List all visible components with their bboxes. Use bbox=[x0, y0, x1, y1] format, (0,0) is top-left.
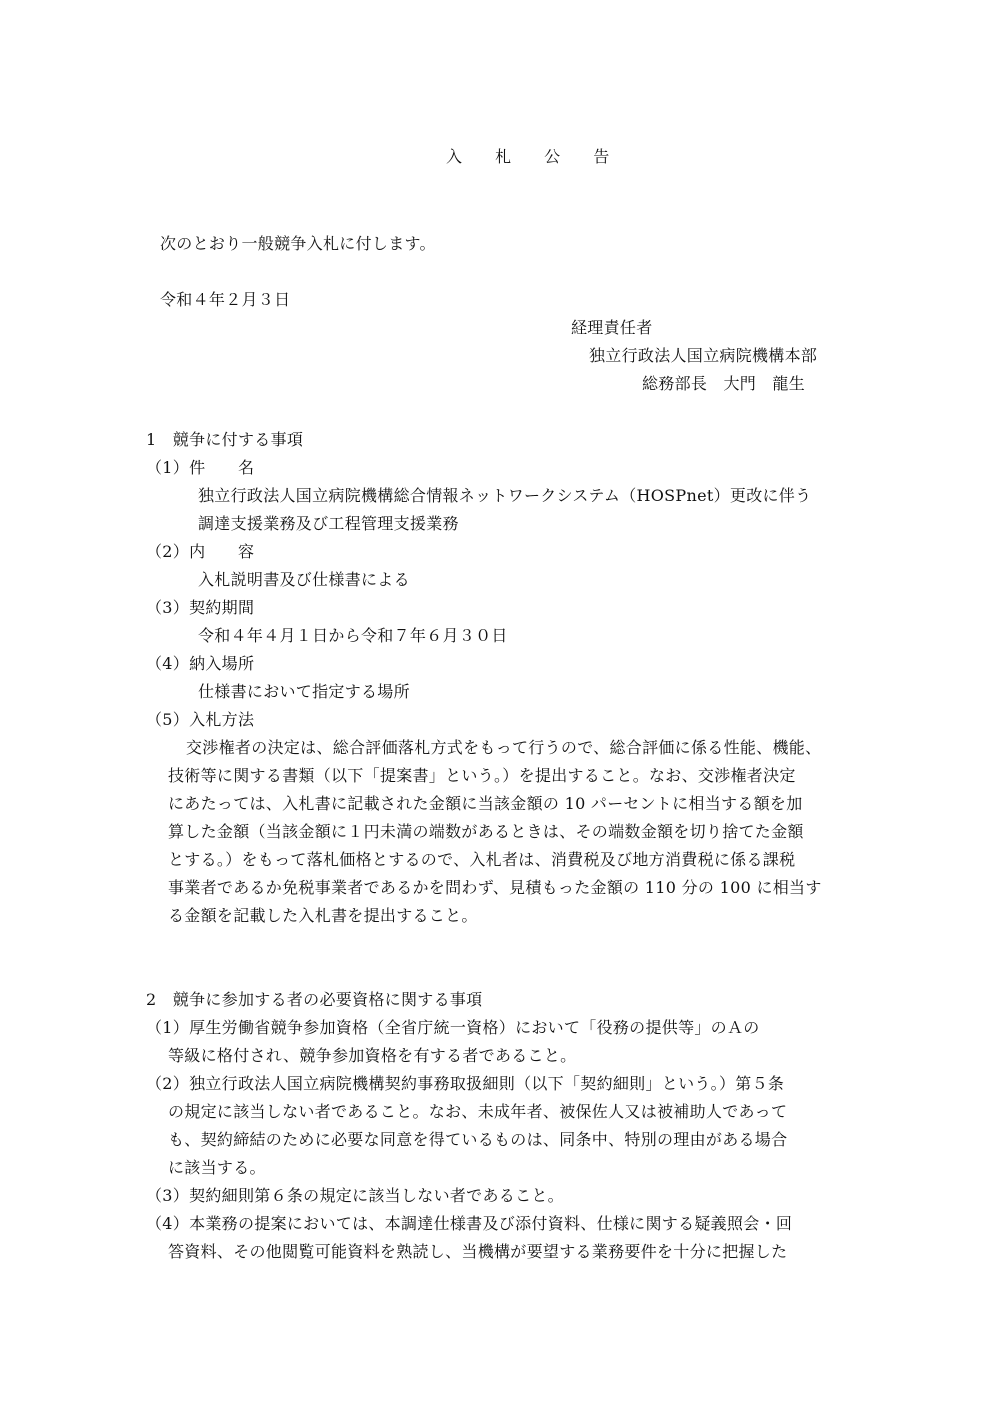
item-2-label: （2）内 容 bbox=[146, 542, 255, 561]
item-2-text: 入札説明書及び仕様書による bbox=[198, 570, 410, 589]
section-2-text: 答資料、その他閲覧可能資料を熟読し、当機構が要望する業務要件を十分に把握した bbox=[168, 1242, 788, 1261]
section-2-text: に該当する。 bbox=[168, 1158, 266, 1177]
page-title: 入 札 公 告 bbox=[446, 147, 624, 166]
section-2-text: の規定に該当しない者であること。なお、未成年者、被保佐人又は被補助人であって bbox=[168, 1102, 788, 1121]
item-1-text: 独立行政法人国立病院機構総合情報ネットワークシステム（HOSPnet）更改に伴う bbox=[198, 486, 812, 505]
item-5-text: 算した金額（当該金額に１円未満の端数があるときは、その端数金額を切り捨てた金額 bbox=[168, 822, 804, 841]
intro-text: 次のとおり一般競争入札に付します。 bbox=[160, 234, 436, 253]
item-3-text: 令和４年４月１日から令和７年６月３０日 bbox=[198, 626, 508, 645]
issuer-role: 経理責任者 bbox=[571, 318, 653, 337]
item-1-label: （1）件 名 bbox=[146, 458, 255, 477]
item-3-label: （3）契約期間 bbox=[146, 598, 255, 617]
item-1-text: 調達支援業務及び工程管理支援業務 bbox=[198, 514, 459, 533]
issuer-org: 独立行政法人国立病院機構本部 bbox=[589, 346, 818, 365]
section-2-text: 等級に格付され、競争参加資格を有する者であること。 bbox=[168, 1046, 577, 1065]
item-5-text: 交渉権者の決定は、総合評価落札方式をもって行うので、総合評価に係る性能、機能、 bbox=[186, 738, 822, 757]
item-4-label: （4）納入場所 bbox=[146, 654, 255, 673]
item-4-text: 仕様書において指定する場所 bbox=[198, 682, 410, 701]
item-5-text: 技術等に関する書類（以下「提案書」という。）を提出すること。なお、交渉権者決定 bbox=[168, 766, 796, 785]
item-5-text: る金額を記載した入札書を提出すること。 bbox=[168, 906, 478, 925]
section-2-text: （3）契約細則第６条の規定に該当しない者であること。 bbox=[146, 1186, 564, 1205]
item-5-text: 事業者であるか免税事業者であるかを問わず、見積もった金額の 110 分の 100 に相当す bbox=[168, 878, 822, 897]
section-2-text: （1）厚生労働省競争参加資格（全省庁統一資格）において「役務の提供等」のＡの bbox=[146, 1018, 760, 1037]
item-5-label: （5）入札方法 bbox=[146, 710, 255, 729]
item-5-text: にあたっては、入札書に記載された金額に当該金額の 10 パーセントに相当する額を加 bbox=[168, 794, 803, 813]
section-2-text: も、契約締結のために必要な同意を得ているものは、同条中、特別の理由がある場合 bbox=[168, 1130, 788, 1149]
section-2-text: （4）本業務の提案においては、本調達仕様書及び添付資料、仕様に関する疑義照会・回 bbox=[146, 1214, 793, 1233]
section-2-heading: 2 競争に参加する者の必要資格に関する事項 bbox=[146, 990, 483, 1009]
section-1-heading: 1 競争に付する事項 bbox=[146, 430, 304, 449]
item-5-text: とする。）をもって落札価格とするので、入札者は、消費税及び地方消費税に係る課税 bbox=[168, 850, 796, 869]
issuer-person: 総務部長 大門 龍生 bbox=[642, 374, 806, 393]
section-2-text: （2）独立行政法人国立病院機構契約事務取扱細則（以下「契約細則」という。）第５条 bbox=[146, 1074, 785, 1093]
notice-date: 令和４年２月３日 bbox=[160, 290, 291, 309]
